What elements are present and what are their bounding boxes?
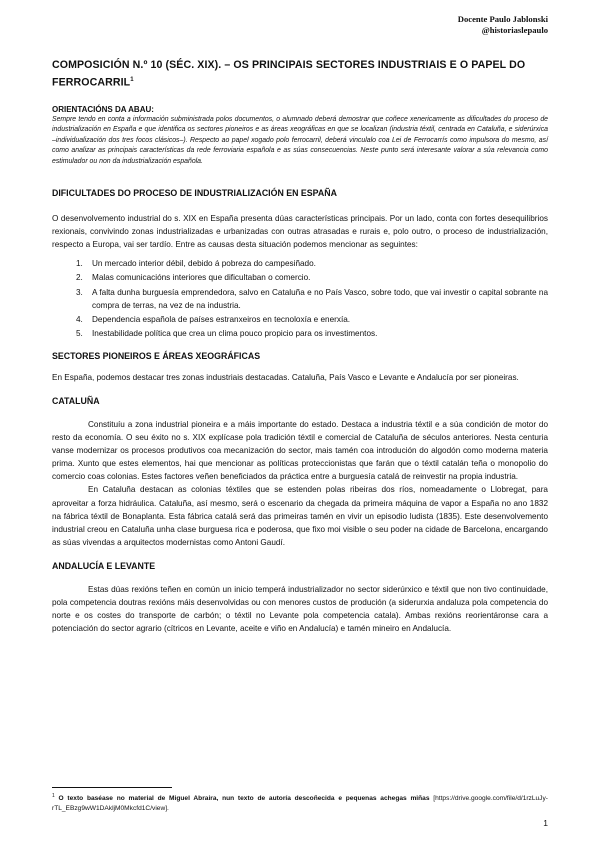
title-text: COMPOSICIÓN N.º 10 (SÉC. XIX). – OS PRINCIPAIS SECTORES INDUSTRIAIS E O PAPEL DO FERROCARRIL <box>52 59 526 89</box>
list-item: 5. Inestabilidade política que crea un clima pouco propicio para os investimentos. <box>76 328 378 338</box>
author-handle: @historiaslepaulo <box>481 25 548 35</box>
orientations-block <box>52 105 548 168</box>
orientations-text: Sempre tendo en conta a información subministrada polos documentos, o alumnado deberá demostrar que coñece xenericamente as dificultades do proceso de industrialización en España e que identifica os sectores pioneiros e as áreas xeográficas en que se localizan (industria téxtil, centrada en Cataluña, e siderúrxica –individualización dos tres focos clásicos–). Respecto ao papel xogado polo ferrocarril, deberá vinculalo coa Lei de Ferrocarrís como impulsora do mesmo, así como analizar as principais características da rede ferroviaria española e as súas consecuencias. Neste punto será interesante valorar a súa relevancia como estimulador ou non da industrialización española. <box>52 115 548 165</box>
section-heading-difficulties: DIFICULTADES DO PROCESO DE INDUSTRIALIZACIÓN EN ESPAÑA <box>52 188 337 199</box>
footnote-divider <box>52 787 172 788</box>
footnote-link[interactable]: [https://drive.google.com/file/d/1rzLuJy-rTL_EBzg9wW1DAkljM0Mkcfd1C/view]. <box>52 795 548 813</box>
page-number: 1 <box>543 818 548 828</box>
section-heading-cataluna: CATALUÑA <box>52 395 100 406</box>
footnote-marker: 1 <box>130 77 134 83</box>
section-heading-sectors: SECTORES PIONEIROS E ÁREAS XEOGRÁFICAS <box>52 350 261 361</box>
list-item: 2. Malas comunicacións interiores que dificultaban o comercio. <box>76 273 311 283</box>
orientations-heading: ORIENTACIÓNS DA ABAU: <box>52 104 154 114</box>
author-name: Docente Paulo Jablonski <box>457 14 548 24</box>
header <box>52 14 548 36</box>
footnote-text: O texto baséase no material de Miguel Abraira, nun texto de autoría descoñecida e pequenas achegas miñas <box>58 795 430 803</box>
footnote-number: 1 <box>52 793 55 799</box>
cataluna-paragraph-2: En Cataluña destacan as colonias téxtiles que se estenden polas ribeiras dos ríos, nomeadamente o Llobregat, para aproveitar a forza hidráulica. Cataluña, así mesmo, será o escenario da chegada da primeira máquina de vapor a España no ano 1832 na fábrica téxtil de Bonaplanta. Esta fábrica catalá será das primeiras tamén en vivir un episodio ludista (1835). Este desenvolvemento industrial creou en Cataluña unha clase burguesa rica e poderosa, que fixo moi visible o seu poder na cidade de Barcelona, encargando as súas vivendas a arquitectos modernistas como Antoni Gaudí. <box>52 485 548 547</box>
section-heading-andalucia-levante: ANDALUCÍA E LEVANTE <box>52 560 156 571</box>
footnote <box>52 791 548 814</box>
list-item: 3. A falta dunha burguesía emprendedora, salvo en Cataluña e no País Vasco, sobre todo, que vai investir o capital sobrante na compra de terras, na vez de na industria. <box>76 287 548 310</box>
causes-list <box>52 257 548 340</box>
sectors-text: En España, podemos destacar tres zonas industriais destacadas. Cataluña, País Vasco e Levante e Andalucía por ser pioneiras. <box>52 372 519 382</box>
list-item: 4. Dependencia española de países estranxeiros en tecnoloxía e enerxía. <box>76 314 351 324</box>
list-item: 1. Un mercado interior débil, debido á pobreza do campesiñado. <box>76 259 316 269</box>
andalucia-levante-paragraph: Estas dúas rexións teñen en común un inicio temperá industrializador no sector siderúrxico e téxtil que non tivo continuidade, pola competencia doutras rexións máis desenvolvidas ou con menores custos de produción (a siderurxia andaluza pola competencia do norte e os costes do transporte de carbón; o téxtil no Levante pola competencia catala). Ambas rexións reorientáronse cara a potenciación do sector agrario (cítricos en Levante, aceite e viño en Andalucía) e tamén mineiro en Andalucía. <box>52 584 548 634</box>
cataluna-paragraph-1: Constituíu a zona industrial pioneira e a máis importante do estado. Destaca a industria téxtil e a súa condición de motor do resto da economía. O seu éxito no s. XIX explícase pola tradición téxtil e comercial de Cataluña de séculos anteriores. Nesta centuria vanse modernizar os procesos produtivos coa mecanización do sector, mais tamén coa introdución do algodón como moderna materia prima. Xunto que estes elementos, hai que mencionar as políticas proteccionistas que farán que o téxtil catalán teña o monopolio do comercio coas colonias. Estes factores veñen beneficiados da práctica entre a burguesía catalá de reinvestir na propia industria. <box>52 419 548 482</box>
page-title <box>52 58 548 91</box>
difficulties-intro: O desenvolvemento industrial do s. XIX en España presenta dúas características principais. Por un lado, conta con fortes desequilibrios rexionais, convivindo zonas industrializadas e urbanizadas con outras atrasadas e rurais e, polo outro, o proceso de industrialización, respecto a Europa, vai ser tardío. Entre as causas desta situación podemos mencionar as seguintes: <box>52 214 548 250</box>
